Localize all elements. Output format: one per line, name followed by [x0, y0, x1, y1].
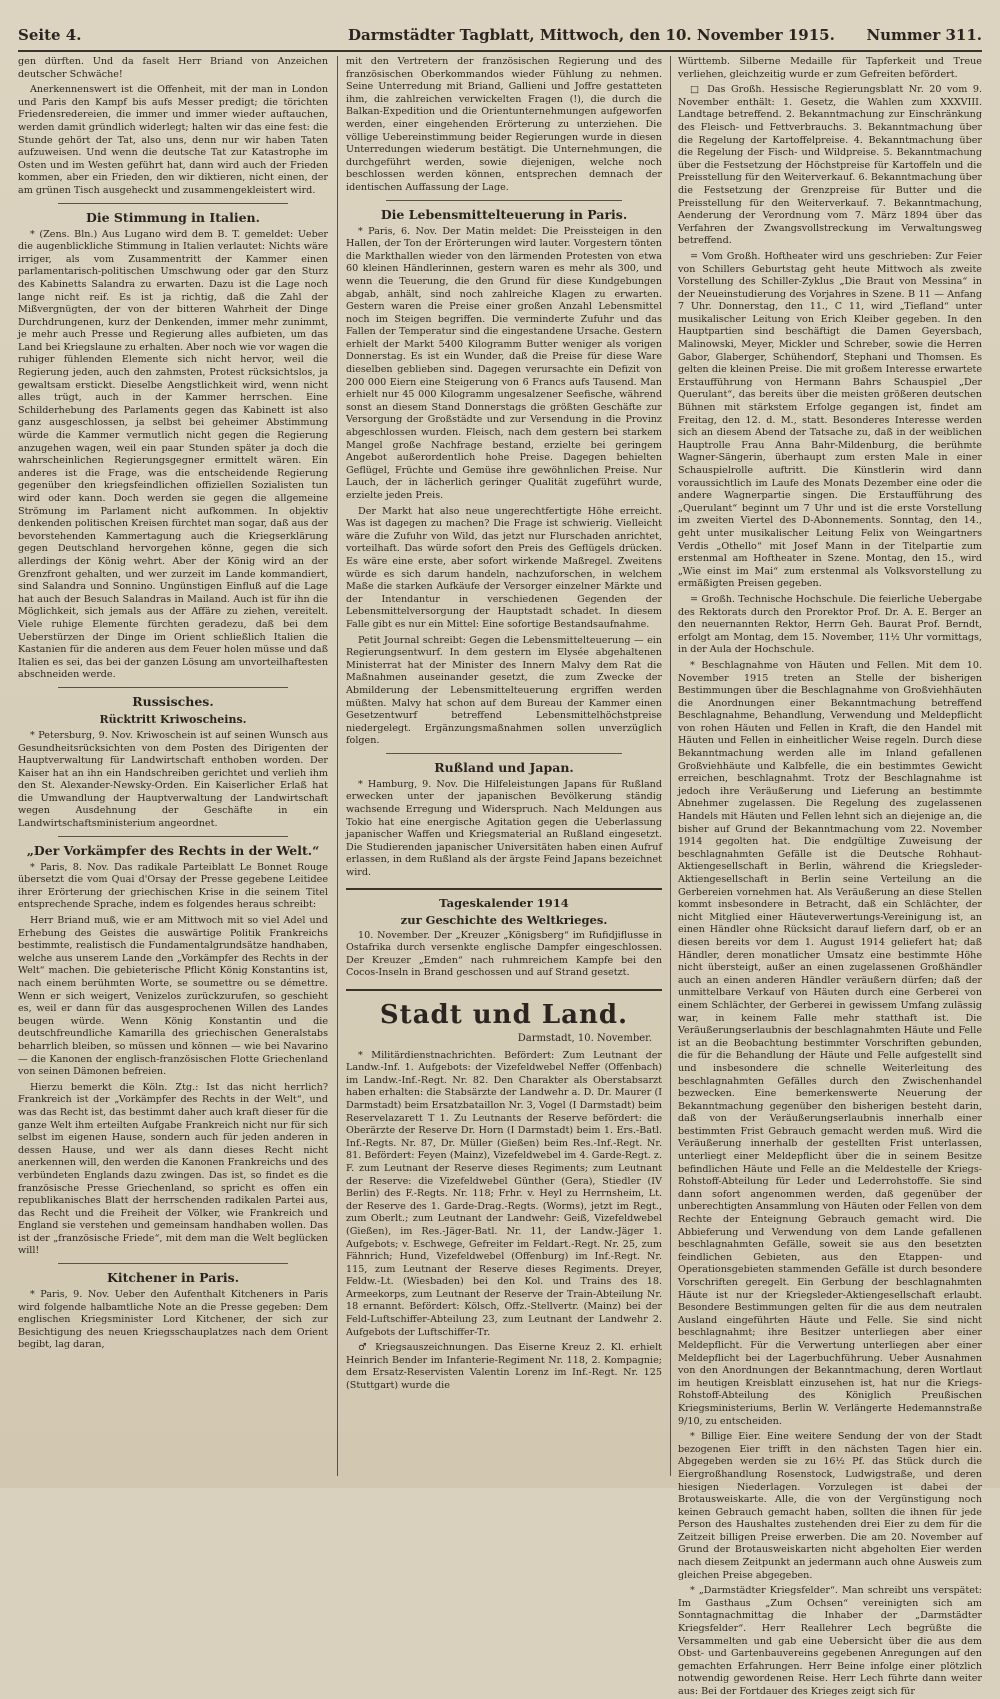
article-text: Petit Journal schreibt: Gegen die Lebensmittelteuerung — ein Regierungsentwurf. In dem gestern im Elysée abgehaltenen Ministerrat hat der Minister des Innern Malvy dem Rat die Maßnahmen auseinander gesetzt, die zum Zwecke der Abmilderung der Lebensmittelteuerung ergriffen werden müßten. Malvy hat schon auf dem Bureau der Kammer einen Gesetzentwurf betreffend Lebensmittelhöchstpreise niedergelegt. Ergänzungsmaßnahmen sollen unverzüglich folgen. — [346, 634, 662, 747]
headline-italien: Die Stimmung in Italien. — [86, 209, 260, 225]
article-text: 10. November. Der „Kreuzer „Königsberg“ im Rufidjiflusse in Ostafrika durch versenkte englische Dampfer eingeschlossen. Der Kreuzer „Emden“ nach ruhmreichem Kampfe bei den Cocos-Inseln in Brand geschossen und auf Strand gesetzt. — [346, 929, 662, 979]
article-text: = Vom Großh. Hoftheater wird uns geschrieben: Zur Feier von Schillers Geburtstag geht heute Mittwoch als zweite Vorstellung des Schiller-Zyklus „Die Braut von Messina“ in der Neueinstudierung des Vorjahres in Szene. B 11 — Anfang 7 Uhr. Donnerstag, den 11., C 11, wird „Tiefland“ unter musikalischer Leitung von Erich Kleiber gegeben. In den Hauptpartien sind beschäftigt die Damen Geyersbach, Malinowski, Meyer, Mickler und Schreber, sowie die Herren Gabor, Glaberger, Schühendorf, Stephani und Thomsen. Es gelten die kleinen Preise. Die mit großem Interesse erwartete Erstaufführung von Hermann Bahrs Schauspiel „Der Querulant“, das bereits über die meisten größeren deutschen Bühnen mit stärkstem Erfolge gegangen ist, findet am Freitag, den 12. d. M., statt. Besonderes Interesse werden sich an diesem Abend der Tatsache zu, daß in der weiblichen Hauptrolle Frau Anna Bahr-Mildenburg, die berühmte Wagner-Sängerin, überhaupt zum ersten Male in einer Schauspielrolle auftritt. Die Künstlerin wird dann voraussichtlich im Laufe des Monats Dezember eine oder die andere Wagnerpartie singen. Die Erstaufführung des „Querulant“ beginnt um 7 Uhr und ist die erste Vorstellung im zweiten Viertel des D-Abonnements. Sonntag, den 14., geht unter musikalischer Leitung Felix von Weingartners Verdis „Othello“ mit Josef Mann in der Titelpartie zum erstenmal am Hoftheater in Szene. Montag, den 15., wird „Wie einst im Mai“ zum erstenmal als Volksvorstellung zu ermäßigten Preisen gegeben. — [678, 250, 982, 590]
article-text: Der Markt hat also neue ungerechtfertigte Höhe erreicht. Was ist dagegen zu machen? Die Frage ist schwierig. Vielleicht wäre die Zufuhr von Wild, das jetzt nur Flurschaden anrichtet, vorteilhaft. Das würde sofort den Preis des Geflügels drücken. Es wäre eine erste, aber sofort wirkende Maßregel. Zweitens würde es sich darum handeln, nachzuforschen, in welchem Maße die starken Aufkäufe der Versorger einzelner Märkte und der Intendantur in verschiedenen Gegenden der Lebensmittelversorgung der Hauptstadt schadet. In diesem Falle gibt es nur ein Mittel: Eine sofortige Bestandsaufnahme. — [346, 505, 662, 630]
article-text: Hierzu bemerkt die Köln. Ztg.: Ist das nicht herrlich? Frankreich ist der „Vorkämpfer des Rechts in der Welt“, und was das Recht ist, das bestimmt daher auch kraft dieser für die ganze Welt ihm erteilten Aufgabe Frankreich nicht nur für sich selbst im eigenen Hause, sondern auch für jeden anderen in dessen Hause, und wer als dann dieses Recht nicht anerkennen will, den werden die Kanonen Frankreichs und des verbündeten Englands dazu zwingen. Das ist, so findet es die französische Presse Griechenland, so spricht es offen ein republikanisches Blatt der herrschenden radikalen Partei aus, das Recht und die Freiheit der Völker, wie Frankreich und England sie verstehen und gemeinsam handhaben wollen. Das ist der „französische Friede“, mit dem man die Welt beglücken will! — [18, 1081, 328, 1257]
page-number: Seite 4. — [18, 26, 82, 44]
divider — [58, 687, 288, 688]
article-text: * Petersburg, 9. Nov. Kriwoschein ist auf seinen Wunsch aus Gesundheitsrücksichten von dem Posten des Dirigenten der Hauptverwaltung für Landwirtschaft enthoben worden. Der Kaiser hat an ihn ein Handschreiben gerichtet und verlieh ihm den St. Alexander-Newsky-Orden. Ein Kaiserlicher Erlaß hat die Umwandlung der Hauptverwaltung der Landwirtschaft wegen Ausdehnung der Geschäfte in ein Landwirtschaftsministerium angeordnet. — [18, 729, 328, 830]
masthead — [18, 16, 982, 52]
headline-kitchener: Kitchener in Paris. — [106, 1270, 240, 1286]
article-text: □ Das Großh. Hessische Regierungsblatt Nr. 20 vom 9. November enthält: 1. Gesetz, die Wahlen zum XXXVIII. Landtage betreffend. 2. Bekanntmachung zur Einschränkung des Fleisch- und Fettverbrauchs. 3. Bekanntmachung über die Regelung der Kartoffelpreise. 4. Bekanntmachung über die Regelung der Fisch- und Wildpreise. 5. Bekanntmachung über die Festsetzung der Höchstpreise für Kartoffeln und die Preisstellung für den Weiterverkauf. 6. Bekanntmachung über die Festsetzung der Grenzpreise für Butter und die Preisstellung für den Weiterverkauf. 7. Bekanntmachung, Aenderung der Verordnung vom 7. März 1894 über das Verfahren der Zwangsvollstreckung im Verwaltungsweg betreffend. — [678, 84, 982, 247]
article-text: * Hamburg, 9. Nov. Die Hilfeleistungen Japans für Rußland erwecken unter der japanischen Bevölkerung ständig wachsende Erregung und Widerspruch. Nach Meldungen aus Tokio hat eine energische Agitation gegen die Ueberlassung japanischer Waffen und Kriegsmaterial an Rußland eingesetzt. Die Studierenden japanischer Universitäten haben einen Aufruf erlassen, in dem Rußland als der ärgste Feind Japans bezeichnet wird. — [346, 778, 662, 879]
divider — [386, 753, 622, 754]
article-text: * (Zens. Bln.) Aus Lugano wird dem B. T. gemeldet: Ueber die augenblickliche Stimmung in Italien verlautet: Nichts wäre irriger, als vom Zusammentritt der Kammer einen parlamentarisch-politischen Umschwung oder gar den Sturz des Kabinetts Salandra zu erwarten. Dazu ist die Lage noch lange nicht reif. Es ist ja richtig, daß die Zahl der Mißvergnügten, der von der bitteren Wahrheit der Dinge Durchdrungenen, kurz der Denkenden, immer mehr zunimmt, je mehr auch Presse und Regierung alles aufbieten, um das Land bei Kriegslaune zu erhalten. Aber noch wie vor wagen die ruhiger fühlenden Elemente sich nicht hervor, weil die Regierung jeden, auch den zahmsten, Protest rücksichtslos, ja gewaltsam erstickt. Dieselbe Aengstlichkeit wird, wenn nicht alles trügt, auch in der Kammer herrschen. Eine Schilderhebung des Parlaments gegen das Kabinett ist also ganz ausgeschlossen, ja selbst bei geheimer Abstimmung würde die Kammer vermutlich nicht gegen die Regierung anzugehen wagen, weil ein paar Stunden später ja doch die wahrscheinlichen Regierungsgegner ermittelt wären. Ein anderes ist die Frage, was die entscheidende Regierung gegenüber den kriegsfeindlichen offiziellen Sozialisten tun wird oder kann. Doch werden sie gegen die allgemeine Strömung im Parlament nicht aufkommen. In objektiv denkenden politischen Kreisen fürchtet man sogar, daß aus der bevorstehenden Kammertagung auch die Kriegserklärung gegen Deutschland hervorgehen könne, gegen die sich allerdings der König wehrt. Aber der König wird an der Grenzfront gehalten, und wer zurzeit im Lande kommandiert, sind Salandra und Sonnino. Ungünstigen Einfluß auf die Lage hat auch der Besuch Salandras in Mailand. Auch ist für ihn die Möglichkeit, sich jemals aus der Affäre zu ziehen, vereitelt. Viele ruhige Elemente fürchten geradezu, daß bei dem Ueberstürzen der Dinge im Orient schließlich Italien die Kastanien für die anderen aus dem Feuer holen müsse und daß Italien es sei, das bei der ganzen Lösung am unvorteilhaftesten abschneiden werde. — [18, 228, 328, 681]
newspaper-title: Darmstädter Tagblatt, Mittwoch, den 10. November 1915. — [348, 26, 835, 44]
article-text: * Beschlagnahme von Häuten und Fellen. Mit dem 10. November 1915 treten an Stelle der bisherigen Bestimmungen über die Beschlagnahme von Großviehhäuten die Anordnungen einer Bekanntmachung betreffend Beschlagnahme, Behandlung, Verwendung und Meldepflicht von rohen Häuten und Fellen in Kraft, die den Handel mit Häuten und Fellen in einheitlicher Weise regeln. Durch diese Bekanntmachung werden alle im Inland gefallenen Großviehhäute und Kalbfelle, die ein bestimmtes Gewicht erreichen, beschlagnahmt. Trotz der Beschlagnahme ist jedoch ihre Veräußerung und Lieferung an bestimmte Abnehmer zugelassen. Die Regelung des zugelassenen Handels mit Häuten und Fellen lehnt sich an diejenige an, die bisher auf Grund der Bekanntmachung vom 22. November 1914 gegolten hat. Die endgültige Zuweisung der beschlagnahmten Gefälle ist die Deutsche Rohhaut-Aktiengesellschaft in Berlin, während die Kriegsleder-Aktiengesellschaft in Berlin seine Verteilung an die Gerbereien vornehmen hat. Als Veräußerung an diese Stellen kommt insbesondere in Betracht, daß ein Schlächter, der nicht Mitglied einer Häuteverwertungs-Vereinigung ist, an einen Händler ohne Rücksicht darauf liefern darf, ob er an diesen bereits vor dem 1. August 1914 geliefert hat; daß Händler, deren monatlicher Umsatz eine bestimmte Höhe nicht übersteigt, außer an einen zugelassenen Großhändler auch an einen anderen Händler veräußern dürfen; daß der unmittelbare Verkauf von Häuten durch eine Gerberei von einem Schlächter, der Gerberei in gewissem Umfang zulässig war, in keinem Falle mehr statthaft ist. Die Veräußerungserlaubnis der beschlagnahmten Häute und Felle ist an die Beobachtung bestimmter Vorschriften gebunden, die für die Behandlung der Häute und Felle aufgestellt sind und insbesondere die schnelle Weiterleitung des beschlagnahmten Gefälles durch den Zwischenhandel bezwecken. Eine bemerkenswerte Neuerung der Bekanntmachung gegenüber den bisherigen besteht darin, daß von der Veräußerungserlaubnis innerhalb einer bestimmten Frist Gebrauch gemacht werden muß. Wird die Veräußerung innerhalb der gestellten Frist unterlassen, unterliegt einer Meldepflicht über die in seinem Besitze befindlichen Häute und Felle an die Meldestelle der Kriegs-Rohstoff-Abteilung für Leder und Lederrohstoffe. Sie sind dann sofort angenommen werden, daß gegenüber der unberechtigten Ansammlung von Häuten oder Fellen von dem Rechte der Enteignung Gebrauch gemacht wird. Die Abbieferung und Verwendung von dem Lande gefallenen beschlagnahmten Gefälle, soweit sie aus den besetzten feindlichen Gebieten, aus den Etappen- und Operationsgebieten stammenden Gefälle ist durch besondere Vorschriften geregelt. Ein Gerbung der beschlagnahmten Häute ist nur der Kriegsleder-Aktiengesellschaft erlaubt. Besondere Bestimmungen gelten für die aus dem neutralen Ausland eingeführten Häute und Felle. Sie sind nicht beschlagnahmt; ihre Besitzer unterliegen aber einer Meldepflicht. Für die Verwertung unterliegen aber einer Meldepflicht bei der Lagerbuchführung. Ueber Ausnahmen von den Anordnungen der Bekanntmachung, deren Wortlaut im heutigen Kreisblatt einzusehen ist, hat nur die Kriegs-Rohstoff-Abteilung des Königlich Preußischen Kriegsministeriums, Berlin W. Verlängerte Hedemannstraße 9/10, zu entscheiden. — [678, 659, 982, 1427]
article-text: ♂ Kriegsauszeichnungen. Das Eiserne Kreuz 2. Kl. erhielt Heinrich Bender im Infanterie-Regiment Nr. 118, 2. Kompagnie; dem Ersatz-Reservisten Valentin Lorenz im Inf.-Regt. Nr. 125 (Stuttgart) wurde die — [346, 1342, 662, 1392]
divider — [58, 836, 288, 837]
column-rule-2 — [670, 56, 671, 1476]
article-text: * Billige Eier. Eine weitere Sendung der von der Stadt bezogenen Eier trifft in den nächsten Tagen hier ein. Abgegeben werden sie zu 16½ Pf. das Stück durch die Eiergroßhandlung Rosenstock, Ludwigstraße, und deren hiesigen Niederlagen. Vorzulegen ist dabei der Brotausweiskarte. Alle, die von der Vergünstigung noch keinen Gebrauch gemacht haben, sollten die ihnen für jede Person des Haushaltes zustehenden drei Eier zu dem für die Zeitzeit billigen Preise erwerben. Die am 20. November auf Grund der Brotausweiskarten nicht abgeholten Eier werden nach diesem Zeitpunkt an jedermann auch ohne Ausweis zum gleichen Preise abgegeben. — [678, 1431, 982, 1581]
column-1 — [18, 56, 328, 1476]
column-2 — [346, 56, 662, 1476]
divider — [58, 203, 288, 204]
dateline: Darmstadt, 10. November. — [517, 1033, 652, 1044]
headline-lebensmittel: Die Lebensmittelteuerung in Paris. — [380, 206, 628, 222]
article-text: * Paris, 8. Nov. Das radikale Parteiblatt Le Bonnet Rouge übersetzt die vom Quai d'Orsay der Presse gegebene Leitidee ihrer Erörterung der griechischen Krise in die seinem Titel entsprechende Sprache, indem es folgendes heraus schreibt: — [18, 861, 328, 911]
headline-tageskalender: Tageskalender 1914 — [439, 895, 569, 910]
column-rule-1 — [337, 56, 338, 1476]
article-text: * Paris, 9. Nov. Ueber den Aufenthalt Kitcheners in Paris wird folgende halbamtliche Note an die Presse gegeben: Dem englischen Kriegsminister Lord Kitchener, der sich zur Besichtigung des neuen Kriegsschauplatzes nach dem Orient begibt, lag daran, — [18, 1289, 328, 1351]
article-text: * Paris, 6. Nov. Der Matin meldet: Die Preissteigen in den Hallen, der Ton der Erörterungen wird lauter. Vorgestern tönten die Markthallen wieder von den lärmenden Protesten von etwa 60 kleinen Händlerinnen, gestern waren es mehr als 300, und wenn die Teuerung, die den Grund für diese Kundgebungen abgab, anhält, sind noch zahlreiche Klagen zu erwarten. Gestern waren die Preise einer großen Anzahl Lebensmittel noch im Steigen begriffen. Die verminderte Zufuhr und das Fallen der Temperatur sind die eingestandene Ursache. Gestern erhielt der Markt 5400 Kilogramm Butter weniger als vorigen Donnerstag. Es ist ein Wunder, daß die Preise für diese Ware dieselben geblieben sind. Dagegen verursachte ein Defizit von 200 000 Eiern eine Steigerung von 6 Francs aufs Tausend. Man erhielt nur 45 000 Kilogramm ungesalzener Seefische, während sonst an diesem Stand Donnerstags die größten Geschäfte zur Versorgung der Großstädte und zur Versendung in die Provinz abgeschlossen wurden. Fleisch, nach dem gestern bei starkem Mangel große Nachfrage bestand, erzielte bei geringem Angebot außerordentlich hohe Preise. Dagegen behielten Geflügel, Früchte und Gemüse ihre gewöhnlichen Preise. Nur Lauch, der in lächerlich geringer Qualität zugeführt wurde, erzielte jeden Preis. — [346, 225, 662, 501]
headline-japan: Rußland und Japan. — [434, 759, 574, 775]
headline-russisches: Russisches. — [132, 693, 214, 709]
article-text: * Militärdienstnachrichten. Befördert: Zum Leutnant der Landw.-Inf. 1. Aufgebots: der Vizefeldwebel Neffer (Offenbach) im Landw.-Inf.-Regt. Nr. 82. Den Charakter als Oberstabsarzt haben erhalten: die Stabsärzte der Landwehr a. D. Dr. Maurer (I Darmstadt) beim Ersatzbataillon Nr. 3, Vogel (I Darmstadt) beim Reservelazarett T 1. Zu Leutnants der Reserve befördert: die Oberärzte der Reserve Dr. Horn (I Darmstadt) beim 1. Ers.-Batl. Inf.-Regts. Nr. 87, Dr. Müller (Gießen) beim Res.-Inf.-Regt. Nr. 81. Befördert: Feyen (Mainz), Vizefeldwebel im 4. Garde-Regt. z. F. zum Leutnant der Reserve dieses Regiments; zum Leutnant der Reserve: die Vizefeldwebel Günther (Gera), Stiedler (IV Berlin) des F.-Regts. Nr. 118; Frhr. v. Heyl zu Herrnsheim, Lt. der Reserve des 1. Garde-Drag.-Regts. (Worms), jetzt im Regt., zum Oberlt.; zum Leutnant der Landwehr: Geiß, Vizefeldwebel (Gießen), im Res.-Jäger-Batl. Nr. 11, der Landw.-Jäger 1. Aufgebots; v. Eschwege, Gefreiter im Feldart.-Regt. Nr. 25, zum Fähnrich; Hund, Vizefeldwebel (Offenburg) im Inf.-Regt. Nr. 115, zum Leutnant der Reserve dieses Regiments. Dreyer, Feldw.-Lt. (Wiesbaden) bei den Kol. und Trains des 18. Armeekorps, zum Leutnant der Reserve der Train-Abteilung Nr. 18 ernannt. Befördert: Kölsch, Offz.-Stellvertr. (Mainz) bei der Feld-Luftschiffer-Abteilung 23, zum Leutnant der Landwehr 2. Aufgebots der Luftschiffer-Tr. — [346, 1049, 662, 1338]
article-text: Anerkennenswert ist die Offenheit, mit der man in London und Paris den Kampf bis aufs Messer predigt; die törichten Friedensredereien, die immer und immer wieder auftauchen, werden damit gründlich widerlegt; halten wir das eine fest: die Stunde gehört der Tat, also uns, denn nur wir haben Taten aufzuweisen. Und wenn die deutsche Tat zur Katastrophe im Osten und im Westen geführt hat, dann wird auch der Frieden kommen, aber ein Frieden, den wir diktieren, nicht einen, der am grünen Tisch ausgeheckt und zusammengekleistert wird. — [18, 84, 328, 196]
article-text: = Großh. Technische Hochschule. Die feierliche Uebergabe des Rektorats durch den Prorektor Prof. Dr. A. E. Berger an den neuernannten Rektor, Herrn Geh. Baurat Prof. Berndt, erfolgt am Montag, dem 15. November, 11½ Uhr vormittags, in der Aula der Hochschule. — [678, 593, 982, 656]
divider — [58, 1263, 288, 1264]
section-title-stadt-und-land: Stadt und Land. — [379, 1000, 629, 1030]
article-text: Herr Briand muß, wie er am Mittwoch mit so viel Adel und Erhebung des Geistes die auswärtige Politik Frankreichs bestimmte, realistisch die Fundamentalgrundsätze handhaben, welche aus unserem Lande den „Vorkämpfer des Rechts in der Welt“ machen. Die gebieterische Pflicht König Konstantins ist, nach einem berühmten Worte, se soumettre ou se démettre. Wenn er sich weigert, Venizelos zurückzurufen, so geschieht es, weil er dann für das ausgesprochenen Willen des Landes beugen würde. Wenn König Konstantin und die deutschfreundliche Kamarilla des griechischen Generalstabs beharrlich bleiben, so müssen und können — wie bei Navarino — die Kanonen der englisch-französischen Flotte Griechenland von seinen Dämonen befreien. — [18, 915, 328, 1078]
tageskalender-box — [346, 888, 662, 991]
article-text: * „Darmstädter Kriegsfelder“. Man schreibt uns verspätet: Im Gasthaus „Zum Ochsen“ vereinigten sich am Sonntagnachmittag die Inhaber der „Darmstädter Kriegsfelder“. Herr Reallehrer Lech begrüßte die Versammelten und gab eine Uebersicht über die aus dem Obst- und Gartenbauvereins gegebenen Anregungen auf den gemachten Erfahrungen. Herr Beine infolge einer plötzlich notwendig gewordenen Reise. Herr Lech führte dann weiter aus: Bei der Fortdauer des Krieges zeigt sich für — [678, 1585, 982, 1697]
issue-number: Nummer 311. — [866, 26, 982, 44]
subheadline-tageskalender: zur Geschichte des Weltkrieges. — [400, 912, 608, 927]
article-text: mit den Vertretern der französischen Regierung und des französischen Oberkommandos wieder Fühlung zu nehmen. Seine Unterredung mit Briand, Gallieni und Joffre gestatteten ihm, die zahlreichen verwickelten Fragen (!), die durch die Balkan-Expedition und die Orientunternehmungen aufgeworfen werden, einer eingehenden Erörterung zu unterziehen. Die völlige Uebereinstimmung beider Regierungen wurde in diesen Unterredungen wiederum bestätigt. Die Unternehmungen, die durchgeführt werden, sowie diejenigen, welche noch beschlossen werden können, entsprechen demnach der identischen Auffassung der Lage. — [346, 56, 662, 193]
subheadline-kriwoschein: Rücktritt Kriwoscheins. — [99, 712, 247, 726]
article-text: Württemb. Silberne Medaille für Tapferkeit und Treue verliehen, gleichzeitig wurde er zum Gefreiten befördert. — [678, 56, 982, 80]
divider — [386, 200, 622, 201]
article-text: gen dürften. Und da faselt Herr Briand von Anzeichen deutscher Schwäche! — [18, 56, 328, 80]
headline-vorkaempfer: „Der Vorkämpfer des Rechts in der Welt.“ — [26, 842, 320, 858]
column-3 — [678, 56, 982, 1697]
